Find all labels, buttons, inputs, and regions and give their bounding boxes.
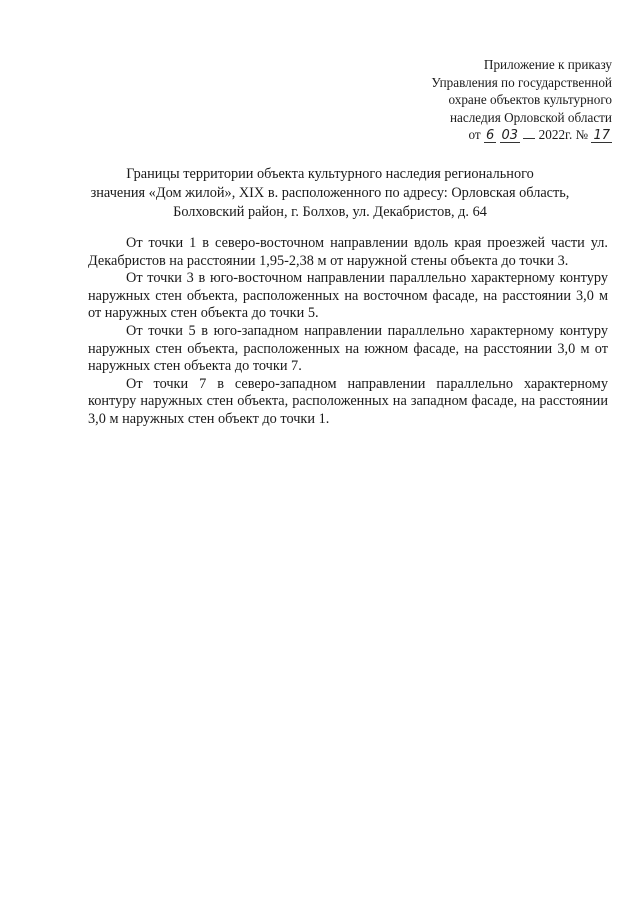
document-title (60, 165, 600, 222)
paragraph-point-5: От точки 5 в юго-западном направлении параллельно характерному контуру наружных стен объекта, расположенных на южном фасаде, на расстоянии 3,0 м от наружных стен объекта до точки 7. (88, 322, 608, 375)
handwritten-month: 03 (501, 128, 519, 143)
appendix-line-1: Приложение к приказу (483, 57, 612, 72)
handwritten-day: 6 (485, 128, 495, 143)
appendix-line-4: наследия Орловской области (449, 109, 612, 125)
appendix-line-2: Управления по государственной (431, 74, 612, 90)
title-line-2: значения «Дом жилой», XIX в. расположенного по адресу: Орловская область, (90, 185, 570, 201)
date-blank (523, 128, 535, 139)
paragraph-point-3: От точки 3 в юго-восточном направлении параллельно характерному контуру наружных стен объекта, расположенных на восточном фасаде, на расстоянии 3,0 м от наружных стен объекта до точки 5. (88, 270, 608, 322)
paragraph-point-7: От точки 7 в северо-западном направлении параллельно характерному контуру наружных стен объекта, расположенных на западном фасаде, на расстоянии 3,0 м наружных стен объект до точки 1. (88, 375, 608, 427)
title-line-1: Границы территории объекта культурного наследия регионального (126, 166, 534, 182)
title-line-3: Болховский район, г. Болхов, ул. Декабристов, д. 64 (173, 204, 487, 220)
appendix-header (420, 56, 612, 144)
order-date-line (420, 126, 612, 144)
handwritten-order-number: 17 (593, 128, 610, 143)
paragraph-point-1: От точки 1 в северо-восточном направлении вдоль края проезжей части ул. Декабристов на расстоянии 1,95-2,38 м от наружной стены объекта до точки 3. (88, 235, 608, 269)
date-prefix: от (468, 127, 481, 142)
date-year-label: 2022г. № (538, 127, 589, 142)
boundary-description (88, 235, 608, 429)
appendix-line-3: охране объектов культурного (448, 92, 612, 107)
